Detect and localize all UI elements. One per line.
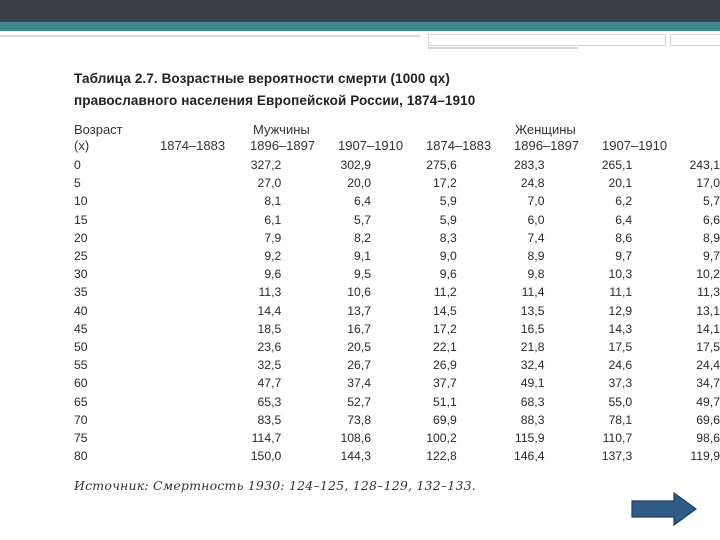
value-cell: 69,6	[696, 412, 720, 427]
value-cell: 22,1	[433, 339, 457, 354]
age-cell: 75	[74, 430, 88, 445]
value-cell: 18,5	[257, 321, 282, 336]
table-row	[74, 411, 720, 429]
table-row	[74, 265, 720, 283]
value-cell: 52,7	[347, 394, 371, 409]
value-cell: 10,3	[608, 267, 633, 282]
value-cell: 16,7	[347, 321, 371, 336]
value-cell: 5,7	[354, 212, 371, 227]
value-cell: 12,9	[608, 303, 633, 318]
arrow-right-icon	[632, 493, 696, 525]
age-cell: 25	[74, 249, 88, 264]
value-cell: 8,6	[615, 230, 633, 245]
value-cell: 265,1	[601, 158, 633, 173]
age-cell: 10	[74, 194, 88, 209]
value-cell: 9,6	[264, 267, 282, 282]
age-subheader: (x)	[74, 138, 90, 153]
value-cell: 6,4	[615, 212, 633, 227]
value-cell: 55,0	[608, 394, 633, 409]
value-cell: 34,7	[696, 376, 720, 391]
value-cell: 11,1	[609, 285, 633, 300]
value-cell: 9,8	[527, 267, 545, 282]
table-row	[74, 156, 720, 174]
value-cell: 150,0	[250, 449, 282, 464]
source-note: Источник: Смертность 1930: 124–125, 128–129, 132–133.	[74, 478, 476, 493]
value-cell: 32,4	[520, 358, 545, 373]
value-cell: 6,1	[264, 212, 282, 227]
value-cell: 65,3	[257, 394, 282, 409]
age-cell: 0	[74, 158, 81, 173]
age-cell: 80	[74, 449, 88, 464]
table-row	[74, 447, 720, 465]
value-cell: 17,5	[608, 339, 633, 354]
value-cell: 10,6	[347, 285, 371, 300]
accent-line-left	[0, 35, 420, 37]
value-cell: 37,4	[347, 376, 371, 391]
value-cell: 78,1	[608, 412, 633, 427]
age-cell: 50	[74, 339, 88, 354]
value-cell: 20,5	[347, 339, 371, 354]
value-cell: 83,5	[257, 412, 282, 427]
value-cell: 17,0	[696, 176, 720, 191]
value-cell: 17,5	[696, 339, 720, 354]
value-cell: 20,0	[347, 176, 371, 191]
value-cell: 9,7	[615, 249, 633, 264]
age-cell: 5	[74, 176, 81, 191]
value-cell: 20,1	[608, 176, 633, 191]
period-header: 1896–1897	[514, 138, 580, 153]
value-cell: 13,5	[520, 303, 545, 318]
table-title-line2: православного населения Европейской России, 1874–1910	[74, 93, 476, 108]
value-cell: 6,0	[527, 212, 545, 227]
value-cell: 8,9	[703, 230, 720, 245]
value-cell: 327,2	[250, 158, 282, 173]
value-cell: 49,1	[520, 376, 545, 391]
period-header: 1874–1883	[160, 138, 226, 153]
value-cell: 27,0	[257, 176, 282, 191]
table-row	[74, 174, 720, 192]
age-cell: 40	[74, 303, 88, 318]
value-cell: 24,6	[608, 358, 633, 373]
value-cell: 6,4	[354, 194, 371, 209]
table-row	[74, 192, 720, 210]
value-cell: 146,4	[513, 449, 545, 464]
age-cell: 35	[74, 285, 88, 300]
value-cell: 9,7	[703, 249, 720, 264]
next-slide-button[interactable]	[630, 492, 698, 526]
value-cell: 24,8	[520, 176, 545, 191]
value-cell: 7,0	[527, 194, 545, 209]
value-cell: 16,5	[520, 321, 545, 336]
table-title-line1: Таблица 2.7. Возрастные вероятности смерти (1000 qx)	[74, 71, 450, 86]
mortality-table-body	[74, 156, 720, 465]
value-cell: 8,3	[439, 230, 457, 245]
mortality-table	[74, 156, 720, 465]
age-cell: 20	[74, 230, 88, 245]
table-row	[74, 392, 720, 410]
value-cell: 122,8	[426, 449, 457, 464]
value-cell: 51,1	[433, 394, 457, 409]
table-row	[74, 283, 720, 301]
value-cell: 8,2	[354, 230, 371, 245]
age-cell: 30	[74, 267, 88, 282]
value-cell: 73,8	[347, 412, 371, 427]
value-cell: 10,2	[696, 267, 720, 282]
value-cell: 11,3	[258, 285, 282, 300]
value-cell: 49,7	[696, 394, 720, 409]
table-title	[74, 68, 475, 112]
value-cell: 243,1	[689, 158, 720, 173]
table-row	[74, 356, 720, 374]
table-row	[74, 302, 720, 320]
table-row	[74, 429, 720, 447]
value-cell: 115,9	[514, 430, 545, 445]
value-cell: 26,9	[433, 358, 457, 373]
age-header: Возраст	[74, 122, 123, 137]
value-cell: 137,3	[601, 449, 633, 464]
value-cell: 11,2	[433, 285, 457, 300]
age-cell: 70	[74, 412, 88, 427]
table-row	[74, 229, 720, 247]
period-header: 1907–1910	[338, 138, 404, 153]
value-cell: 302,9	[340, 158, 371, 173]
value-cell: 14,5	[433, 303, 457, 318]
value-cell: 144,3	[340, 449, 371, 464]
value-cell: 37,7	[433, 376, 457, 391]
period-header: 1874–1883	[426, 138, 492, 153]
value-cell: 110,7	[602, 430, 633, 445]
table-row	[74, 320, 720, 338]
value-cell: 275,6	[426, 158, 457, 173]
age-cell: 15	[74, 212, 88, 227]
age-cell: 45	[74, 321, 88, 336]
value-cell: 8,9	[527, 249, 545, 264]
value-cell: 13,7	[347, 303, 371, 318]
value-cell: 9,6	[439, 267, 457, 282]
value-cell: 114,7	[251, 430, 282, 445]
value-cell: 9,5	[354, 267, 371, 282]
value-cell: 17,2	[433, 176, 457, 191]
accent-block-1	[428, 34, 666, 46]
value-cell: 88,3	[520, 412, 545, 427]
women-header: Женщины	[515, 122, 576, 137]
value-cell: 21,8	[520, 339, 545, 354]
age-cell: 60	[74, 376, 88, 391]
value-cell: 23,6	[257, 339, 282, 354]
value-cell: 5,9	[439, 194, 457, 209]
value-cell: 5,7	[703, 194, 720, 209]
value-cell: 5,9	[439, 212, 457, 227]
table-row	[74, 211, 720, 229]
value-cell: 17,2	[433, 321, 457, 336]
value-cell: 11,4	[521, 285, 545, 300]
slide-top-bar	[0, 0, 720, 22]
value-cell: 6,6	[703, 212, 720, 227]
value-cell: 26,7	[347, 358, 371, 373]
slide-accent-band	[0, 22, 720, 31]
value-cell: 8,1	[264, 194, 282, 209]
table-row	[74, 247, 720, 265]
value-cell: 37,3	[608, 376, 633, 391]
value-cell: 9,1	[354, 249, 371, 264]
value-cell: 9,0	[439, 249, 457, 264]
table-row	[74, 338, 720, 356]
value-cell: 11,3	[697, 285, 720, 300]
value-cell: 283,3	[513, 158, 545, 173]
value-cell: 69,9	[433, 412, 457, 427]
value-cell: 7,4	[527, 230, 545, 245]
accent-block-2	[670, 34, 720, 46]
table-row	[74, 374, 720, 392]
value-cell: 14,3	[608, 321, 633, 336]
age-cell: 55	[74, 358, 88, 373]
value-cell: 7,9	[264, 230, 282, 245]
value-cell: 68,3	[520, 394, 545, 409]
value-cell: 108,6	[340, 430, 371, 445]
value-cell: 6,2	[615, 194, 633, 209]
value-cell: 47,7	[257, 376, 282, 391]
value-cell: 13,1	[696, 303, 720, 318]
value-cell: 100,2	[426, 430, 457, 445]
value-cell: 9,2	[264, 249, 282, 264]
value-cell: 98,6	[696, 430, 720, 445]
value-cell: 14,1	[696, 321, 720, 336]
age-cell: 65	[74, 394, 88, 409]
accent-line-right	[428, 47, 578, 49]
value-cell: 119,9	[690, 449, 720, 464]
value-cell: 32,5	[257, 358, 282, 373]
men-header: Мужчины	[253, 122, 310, 137]
period-header: 1896–1897	[250, 138, 316, 153]
period-header: 1907–1910	[602, 138, 668, 153]
value-cell: 14,4	[257, 303, 282, 318]
value-cell: 24,4	[696, 358, 720, 373]
